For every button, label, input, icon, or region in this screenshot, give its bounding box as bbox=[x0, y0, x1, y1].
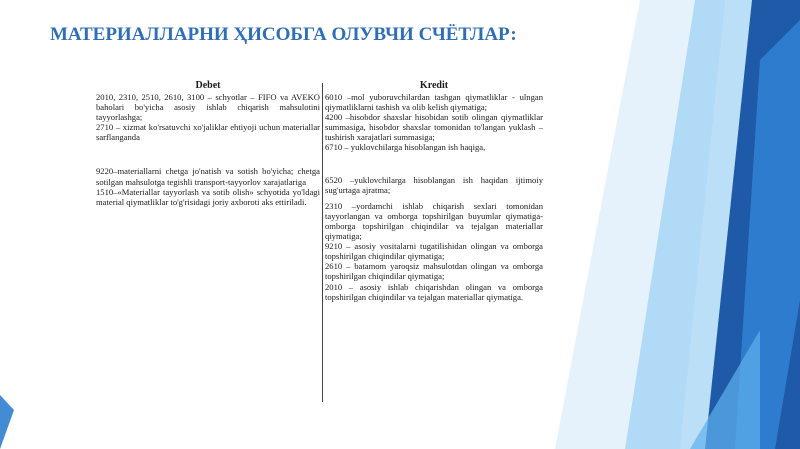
kredit-entry: 2310 –yordamchi ishlab chiqarish sexlari tomonidan tayyorlangan va omborga topshirilgan buyumlar qiymatiga- omborga topshirilgan chiqindilar va tejalgan materiallar qiymatiga; bbox=[325, 200, 543, 242]
kredit-entry: 9210 – asosiy vositalarni tugatilishidan olingan va omborga topshirilgan chiqindilar qiymatiga; bbox=[325, 241, 543, 262]
debet-entry: 1510–«Materiallar tayyorlash va sotib olish» schyotida yo'ldagi material qiymatliklar to'g'risidagi joriy axboroti aks ettiriladi. bbox=[96, 186, 320, 207]
kredit-entry: 4200 –hisobdor shaxslar hisobidan sotib olingan qiymatliklar summasiga, hisobdor shaxslar tomonidan to'langan yuklash – tushirish xarajatlari summasiga; bbox=[325, 112, 543, 143]
kredit-column bbox=[325, 80, 543, 402]
document-table-image bbox=[93, 80, 545, 402]
debet-entry: 2710 – xizmat ko'rsatuvchi xo'jaliklar ehtiyoji uchun materiallar sarflanganda bbox=[96, 122, 320, 143]
column-divider bbox=[322, 83, 323, 402]
kredit-entry: 6710 – yuklovchilarga hisoblangan ish haqiga, bbox=[325, 142, 486, 153]
kredit-entry: 6010 –mol yuboruvchilardan tashgan qiymatliklar - ulngan qiymatliklarni tashish va olib kelish qiymatiga; bbox=[325, 92, 543, 113]
slide-title: МАТЕРИАЛЛАРНИ ҲИСОБГА ОЛУВЧИ СЧЁТЛАР: bbox=[50, 24, 517, 45]
kredit-entry: 2610 – batamom yaroqsiz mahsulotdan olingan va omborga topshirilgan chiqindilar qiymatiga; bbox=[325, 261, 543, 282]
debet-header: Debet bbox=[195, 80, 221, 91]
debet-column bbox=[96, 80, 320, 402]
kredit-entry: 2010 – asosiy ishlab chiqarishdan olingan va omborga topshirilgan chiqindilar va tejalgan materiallar qiymatiga. bbox=[325, 281, 543, 302]
kredit-header: Kredit bbox=[419, 80, 449, 91]
kredit-entry: 6520 –yuklovchilarga hisoblangan ish haqidan ijtimoiy sug'urtaga ajratma; bbox=[325, 174, 543, 195]
debet-entry: 9220–materiallarni chetga jo'natish va sotish bo'yicha; chetga sotilgan mahsulotga tegishli transport-tayyorlov xarajatlariga bbox=[96, 166, 320, 187]
debet-entry: 2010, 2310, 2510, 2610, 3100 – schyotlar – FIFO va AVEKO baholari bo'yicha asosiy ishlab chiqarish mahsulotini tayyorlashga; bbox=[96, 92, 320, 123]
deco-left-accent bbox=[0, 395, 14, 449]
